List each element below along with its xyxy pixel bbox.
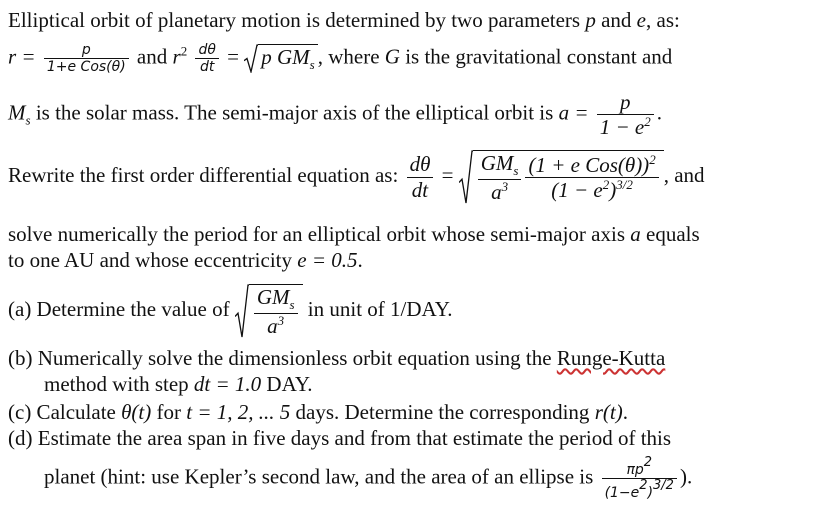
GMs-over-a3-a	[254, 285, 298, 338]
area-num: πp	[626, 462, 644, 478]
intro-tail: , as:	[646, 8, 680, 32]
GMs-over-a3	[478, 151, 522, 204]
part-d-line-1	[8, 426, 671, 450]
solve-text: solve numerically the period for an elliptical orbit whose semi-major axis	[8, 222, 631, 246]
dtheta-dt-fraction-2	[407, 152, 434, 201]
equals: =	[221, 44, 245, 69]
and-text: and	[131, 44, 173, 69]
part-d-text: (d) Estimate the area span in five days and from that estimate the period of this	[8, 426, 672, 450]
intro-text: Elliptical orbit of planetary motion is determined by two parameters	[8, 8, 586, 32]
radical-icon	[244, 44, 258, 73]
area-num-exp: 2	[643, 455, 653, 470]
sqrt-pGMs	[244, 44, 317, 73]
dtheta-2: dθ	[407, 152, 434, 177]
equation-line-2	[8, 42, 672, 75]
a-frac-num: p	[597, 90, 654, 115]
dt-value: dt = 1.0	[193, 372, 262, 396]
period-2: .	[357, 248, 363, 272]
sqrt-body: p GM	[261, 45, 310, 70]
intro-line-1	[8, 8, 680, 32]
area-den-exp: 3/2	[653, 478, 674, 494]
grav-const-text: is the gravitational constant and	[399, 44, 673, 69]
a-fraction	[597, 90, 654, 139]
solve-line-2	[8, 248, 363, 272]
part-b-line-1	[8, 346, 665, 370]
dtheta-dt-fraction	[195, 42, 218, 75]
cos-fraction	[525, 153, 658, 202]
hint-tail: ).	[679, 464, 693, 489]
equals-2: =	[441, 162, 454, 187]
a-equals: a =	[558, 100, 589, 125]
cos-den-close: )	[609, 178, 617, 203]
GM-sub-a: s	[289, 297, 295, 312]
a-exp-a: 3	[277, 312, 285, 328]
period-3: .	[622, 400, 628, 424]
r-fraction	[44, 42, 129, 75]
e-value: e = 0.5	[297, 248, 358, 272]
cos-den-exp: 3/2	[616, 177, 633, 193]
var-p: p	[585, 8, 596, 32]
GM: GM	[480, 151, 514, 175]
r-exp: 2	[180, 43, 188, 59]
a-exp: 3	[501, 178, 509, 194]
for-text: for	[151, 400, 187, 424]
method-text: method with step	[44, 372, 194, 396]
part-b-line-2	[8, 372, 313, 396]
dtheta: dθ	[195, 42, 218, 59]
radical-icon	[459, 150, 473, 204]
days-text: days. Determine the corresponding	[290, 400, 595, 424]
hint-text: planet (hint: use Kepler’s second law, and the area of an ellipse is	[44, 464, 599, 489]
cos-den-e-exp: 2	[602, 177, 610, 193]
dt-2: dt	[411, 177, 429, 202]
where-text: , where	[317, 44, 385, 69]
runge-kutta-link: Runge-Kutta	[556, 346, 666, 370]
solar-mass-text: is the solar mass. The semi-major axis of the elliptical orbit is	[30, 100, 559, 125]
theta-t: θ(t)	[121, 400, 152, 424]
sqrt-GMs-a3	[459, 150, 664, 204]
var-M: M	[8, 100, 26, 125]
part-d-line-2	[8, 456, 692, 501]
area-den-close: )	[647, 485, 654, 502]
equation-line-3	[8, 90, 662, 139]
solve-line-1	[8, 222, 700, 246]
equation-line-4	[8, 150, 705, 204]
area-den-e-exp: 2	[639, 478, 648, 494]
part-b-text: (b) Numerically solve the dimensionless orbit equation using the	[8, 346, 557, 370]
t-values: t = 1, 2, ... 5	[186, 400, 291, 424]
GM-a: GM	[256, 285, 290, 309]
cos-den: (1 − e	[551, 178, 603, 203]
a-frac-den: 1 − e	[599, 115, 645, 140]
r-squared: r	[172, 44, 181, 69]
conj-and: and	[595, 8, 637, 32]
part-c-text: (c) Calculate	[8, 400, 122, 424]
var-M-sub: s	[25, 112, 31, 128]
equals-text: equals	[640, 222, 700, 246]
a-frac-den-exp: 2	[644, 114, 651, 130]
r-t: r(t)	[594, 400, 623, 424]
cos-num-exp: 2	[649, 151, 656, 167]
part-a-label: (a) Determine the value of	[8, 296, 230, 321]
cos-num: (1 + e Cos(θ))	[528, 152, 650, 177]
area-den: (1−e	[604, 485, 640, 502]
eccentricity-text: to one AU and whose eccentricity	[8, 248, 298, 272]
sqrt-GMs-a3-a	[235, 284, 303, 338]
part-a-tail: in unit of 1/DAY.	[302, 296, 453, 321]
var-e: e	[636, 8, 646, 32]
period: .	[656, 100, 662, 125]
rewrite-text: Rewrite the first order differential equation as:	[8, 162, 399, 187]
r-frac-den: 1+e Cos(θ)	[46, 59, 126, 76]
radical-icon	[235, 284, 249, 338]
part-c	[8, 400, 628, 424]
ellipse-area-fraction	[602, 456, 677, 501]
var-a: a	[630, 222, 641, 246]
and-text-2: , and	[663, 162, 705, 187]
part-a	[8, 284, 453, 338]
a-var: a	[491, 179, 502, 204]
day-text: DAY.	[261, 372, 313, 396]
r-frac-num: p	[44, 42, 129, 59]
a-var-a: a	[267, 313, 278, 338]
dt: dt	[199, 59, 215, 76]
r-equals: r =	[8, 44, 36, 69]
GM-sub: s	[513, 163, 519, 178]
sqrt-sub: s	[309, 57, 315, 73]
var-G: G	[384, 44, 400, 69]
